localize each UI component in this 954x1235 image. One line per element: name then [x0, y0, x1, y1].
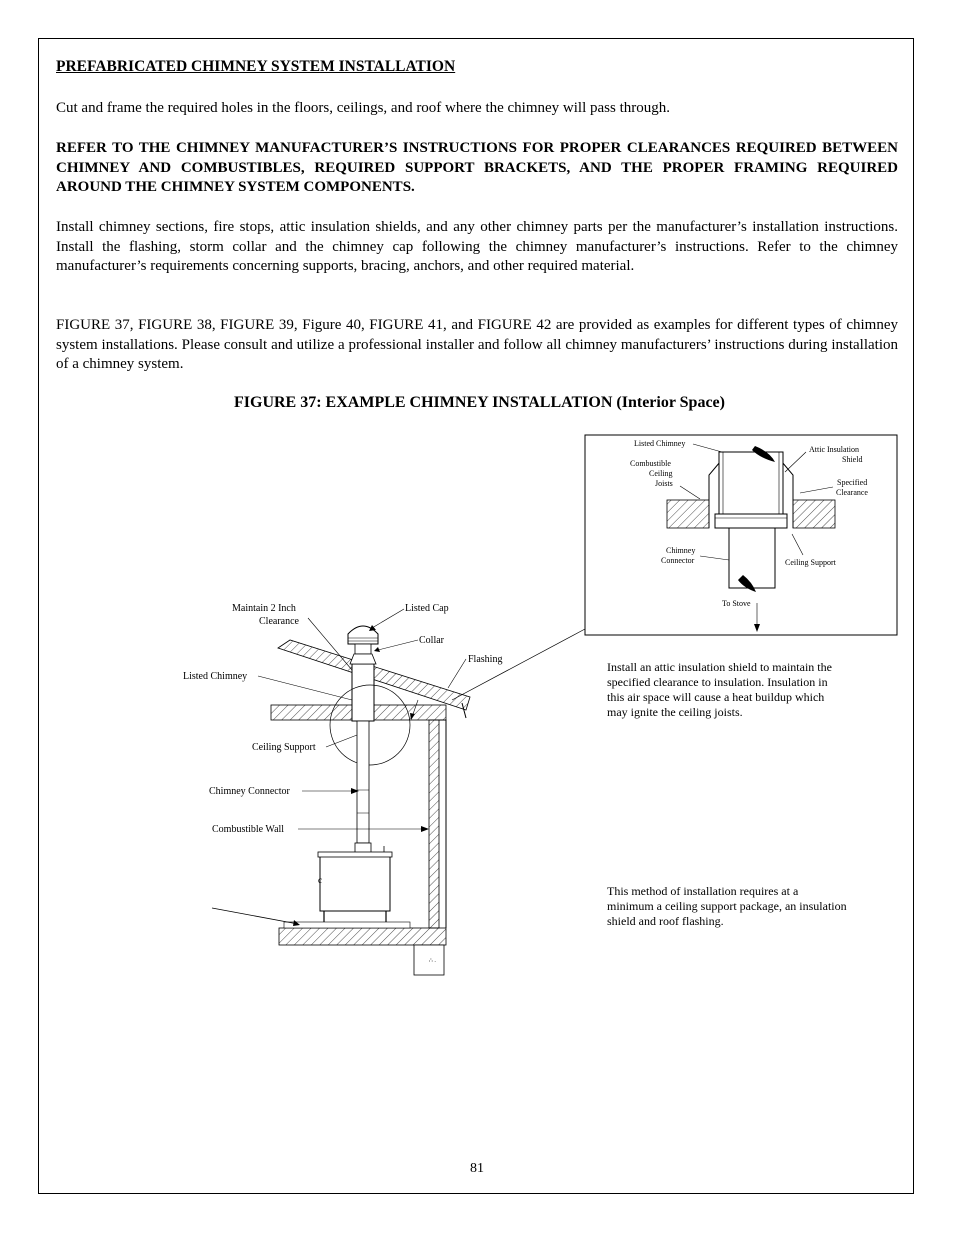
detail-label-attic-shield-1: Attic Insulation	[809, 445, 859, 454]
note-attic-shield: Install an attic insulation shield to maintain the specified clearance to insulation. Insulation in this air space will cause a heat buildup which may ignite the ceiling joists.	[607, 660, 832, 719]
detail-label-specified-2: Clearance	[836, 488, 868, 497]
label-combustible-wall: Combustible Wall	[212, 824, 285, 835]
detail-inset	[585, 435, 897, 635]
svg-text:c: c	[318, 875, 322, 885]
label-maintain-2: Clearance	[259, 616, 299, 627]
detail-ceiling-support	[715, 514, 787, 528]
listed-chimney	[352, 664, 374, 721]
hearth-pad	[284, 922, 410, 928]
detail-connector-pipe	[729, 528, 775, 588]
detail-joist-right	[793, 500, 835, 528]
label-listed-chimney: Listed Chimney	[183, 671, 248, 682]
detail-label-combustible-2: Ceiling	[649, 469, 673, 478]
figure-title-subtitle: (Interior Space)	[616, 394, 725, 411]
wood-stove	[320, 855, 390, 911]
chimney-connector	[357, 721, 369, 843]
floor	[279, 928, 446, 945]
detail-label-attic-shield-2: Shield	[842, 455, 863, 464]
detail-joist-left	[667, 500, 709, 528]
house-diagram	[183, 603, 502, 975]
paragraph-install-sections: Install chimney sections, fire stops, attic insulation shields, and any other chimney parts per the manufacturer’s installation instructions. Install the flashing, storm collar and the chimney cap following the chimney manufacturer’s instructions. Refer to the chimney manufacturer’s requirements concerning supports, bracing, anchors, and other required material.	[56, 219, 898, 275]
label-listed-cap: Listed Cap	[405, 603, 449, 614]
figure-title-main: FIGURE 37: EXAMPLE CHIMNEY INSTALLATION	[234, 394, 613, 411]
label-chimney-connector: Chimney Connector	[209, 786, 290, 797]
label-ceiling-support: Ceiling Support	[252, 742, 316, 753]
paragraph-frame-holes: Cut and frame the required holes in the floors, ceilings, and roof where the chimney will pass through.	[56, 100, 671, 116]
note-installation-method: This method of installation requires at a minimum a ceiling support package, an insulation shield and roof flashing.	[607, 884, 847, 928]
label-collar: Collar	[419, 635, 444, 646]
detail-label-connector-1: Chimney	[666, 546, 696, 555]
paragraph-figure-examples: FIGURE 37, FIGURE 38, FIGURE 39, Figure 40, FIGURE 41, and FIGURE 42 are provided as examples for different types of chimney system installations. Please consult and utilize a professional installer and follow all chimney manufacturers’ instructions during installation of a chimney system.	[56, 317, 898, 373]
detail-label-specified-1: Specified	[837, 478, 868, 487]
section-heading: PREFABRICATED CHIMNEY SYSTEM INSTALLATION	[56, 58, 456, 75]
label-maintain-1: Maintain 2 Inch	[232, 603, 296, 614]
label-flashing: Flashing	[468, 654, 503, 665]
detail-label-to-stove: To Stove	[722, 599, 751, 608]
detail-label-connector-2: Connector	[661, 556, 695, 565]
storm-collar	[350, 654, 376, 664]
detail-label-combustible-3: Joists	[655, 479, 673, 488]
detail-label-listed-chimney: Listed Chimney	[634, 439, 686, 448]
detail-label-ceiling-support: Ceiling Support	[785, 558, 836, 567]
svg-text:∴ .: ∴ .	[429, 958, 436, 964]
page-number: 81	[470, 1161, 484, 1176]
combustible-wall	[429, 720, 439, 928]
detail-label-combustible-1: Combustible	[630, 459, 671, 468]
paragraph-warning: REFER TO THE CHIMNEY MANUFACTURER’S INSTRUCTIONS FOR PROPER CLEARANCES REQUIRED BETWEEN CHIMNEY AND COMBUSTIBLES, REQUIRED SUPPORT BRACKETS, AND THE PROPER FRAMING REQUIRED AROUND THE CHIMNEY SYSTEM COMPONENTS.	[56, 140, 898, 196]
